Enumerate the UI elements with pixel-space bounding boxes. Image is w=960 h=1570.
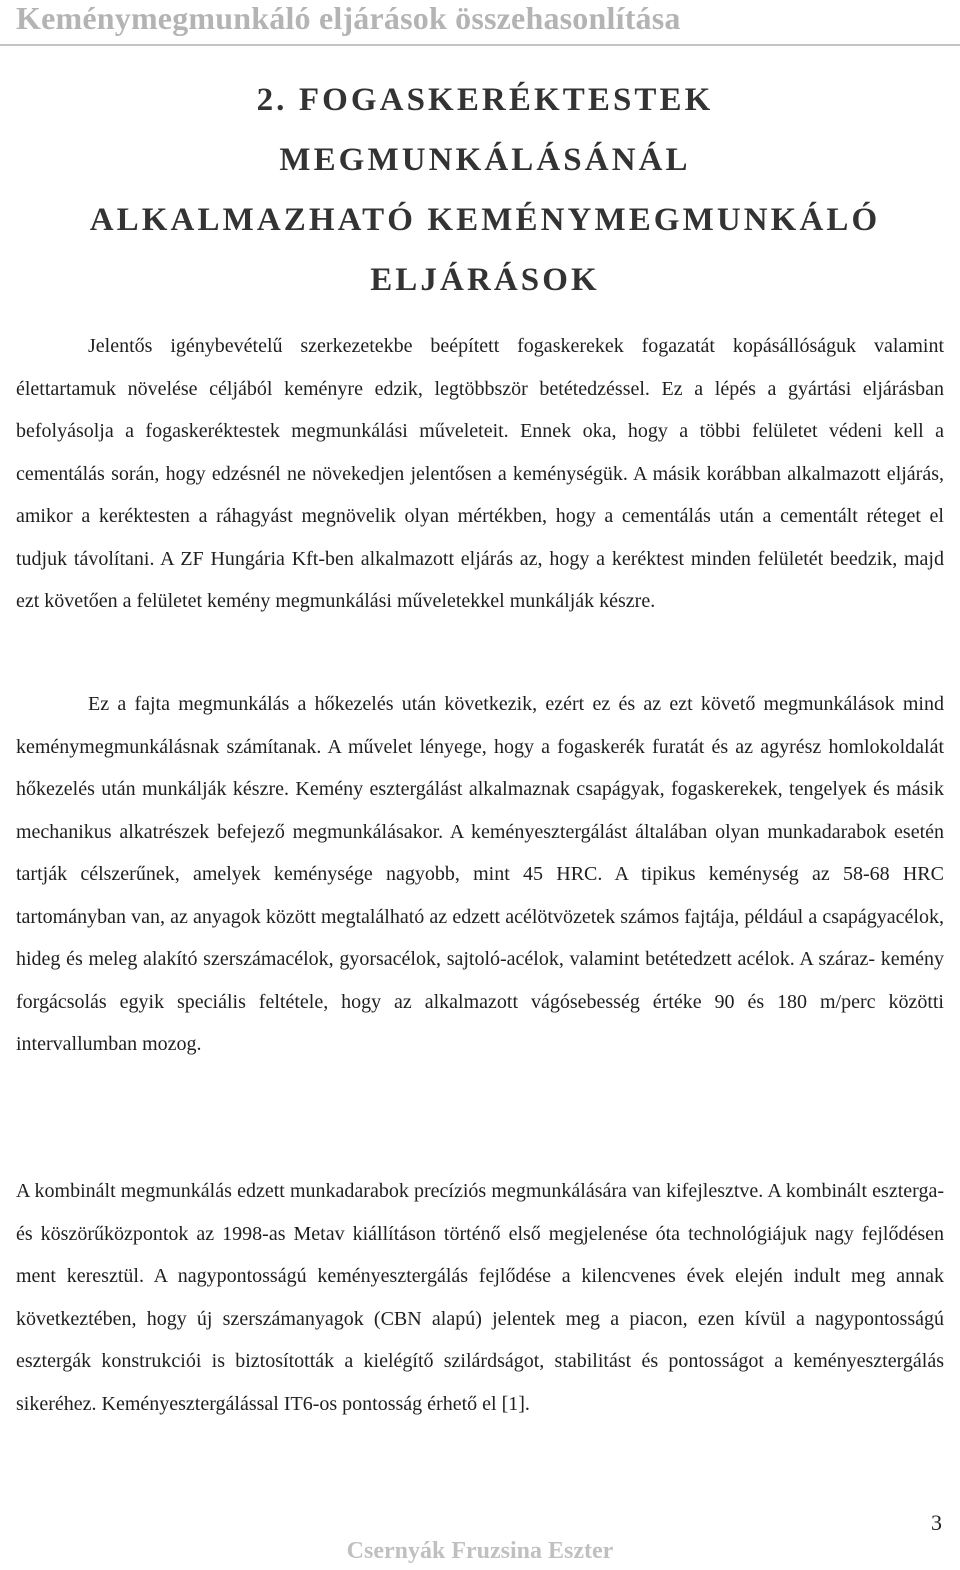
- footer-author: Csernyák Fruzsina Eszter: [346, 1538, 614, 1564]
- chapter-title-line-3: ELJÁRÁSOK: [370, 262, 600, 298]
- body-paragraph-1: Jelentős igénybevételű szerkezetekbe beépített fogaskerekek fogazatát kopásállóságuk valamint élettartamuk növelése céljából keményre edzik, legtöbbször betétedzéssel. Ez a lépés a gyártási eljárásban befolyásolja a fogaskeréktestek megmunkálási műveleteit. Ennek oka, hogy a többi felületet védeni kell a cementálás során, hogy edzésnél ne növekedjen jelentősen a keménységük. A másik korábban alkalmazott eljárás, amikor a keréktesten a ráhagyást megnövelik olyan mértékben, hogy a cementálás után a cementált réteget el tudjuk távolítani. A ZF Hungária Kft-ben alkalmazott eljárás az, hogy a keréktest minden felületét beedzik, majd ezt követően a felületet kemény megmunkálási műveletekkel munkálják készre.: [16, 335, 944, 612]
- body-paragraph-2: Ez a fajta megmunkálás a hőkezelés után következik, ezért ez és az ezt követő megmunkálások mind keménymegmunkálásnak számítanak. A művelet lényege, hogy a fogaskerék furatát és az agyrész homlokoldalát hőkezelés után munkálják készre. Kemény esztergálást alkalmaznak csapágyak, fogaskerekek, tengelyek és másik mechanikus alkatrészek befejező megmunkálásakor. A keményesztergálást általában olyan munkadarabok esetén tartják célszerűnek, amelyek keménysége nagyobb, mint 45 HRC. A tipikus keménység az 58-68 HRC tartományban van, az anyagok között megtalálható az edzett acélötvözetek számos fajtája, például a csapágyacélok, hideg és meleg alakító szerszámacélok, gyorsacélok, sajtoló-acélok, valamint betétedzett acélok. A száraz- kemény forgácsolás egyik speciális feltétele, hogy az alkalmazott vágósebesség értéke 90 és 180 m/perc közötti intervallumban mozog.: [16, 693, 944, 1055]
- body-paragraph-3: A kombinált megmunkálás edzett munkadarabok precíziós megmunkálására van kifejlesztve. A kombinált eszterga- és köszörűközpontok az 1998-as Metav kiállításon történő első megjelenése óta technológiájuk nagy fejlődésen ment keresztül. A nagypontosságú keményesztergálás fejlődése a kilencvenes évek elején indult meg annak következtében, hogy új szerszámanyagok (CBN alapú) jelentek meg a piacon, ezen kívül a nagypontosságú esztergák konstrukciói is biztosították a kielégítő szilárdságot, stabilitást és pontosságot a keményesztergálás sikeréhez. Keményesztergálással IT6-os pontosság érhető el [1].: [16, 1180, 944, 1415]
- chapter-title: [60, 70, 910, 310]
- page-number: 3: [931, 1510, 942, 1535]
- running-header-title: Keménymegmunkáló eljárások összehasonlítása: [16, 0, 681, 36]
- chapter-title-line-2: ALKALMAZHATÓ KEMÉNYMEGMUNKÁLÓ: [89, 202, 881, 238]
- header-divider: [0, 44, 960, 46]
- chapter-title-line-1: 2. FOGASKERÉKTESTEK MEGMUNKÁLÁSÁNÁL: [256, 82, 714, 178]
